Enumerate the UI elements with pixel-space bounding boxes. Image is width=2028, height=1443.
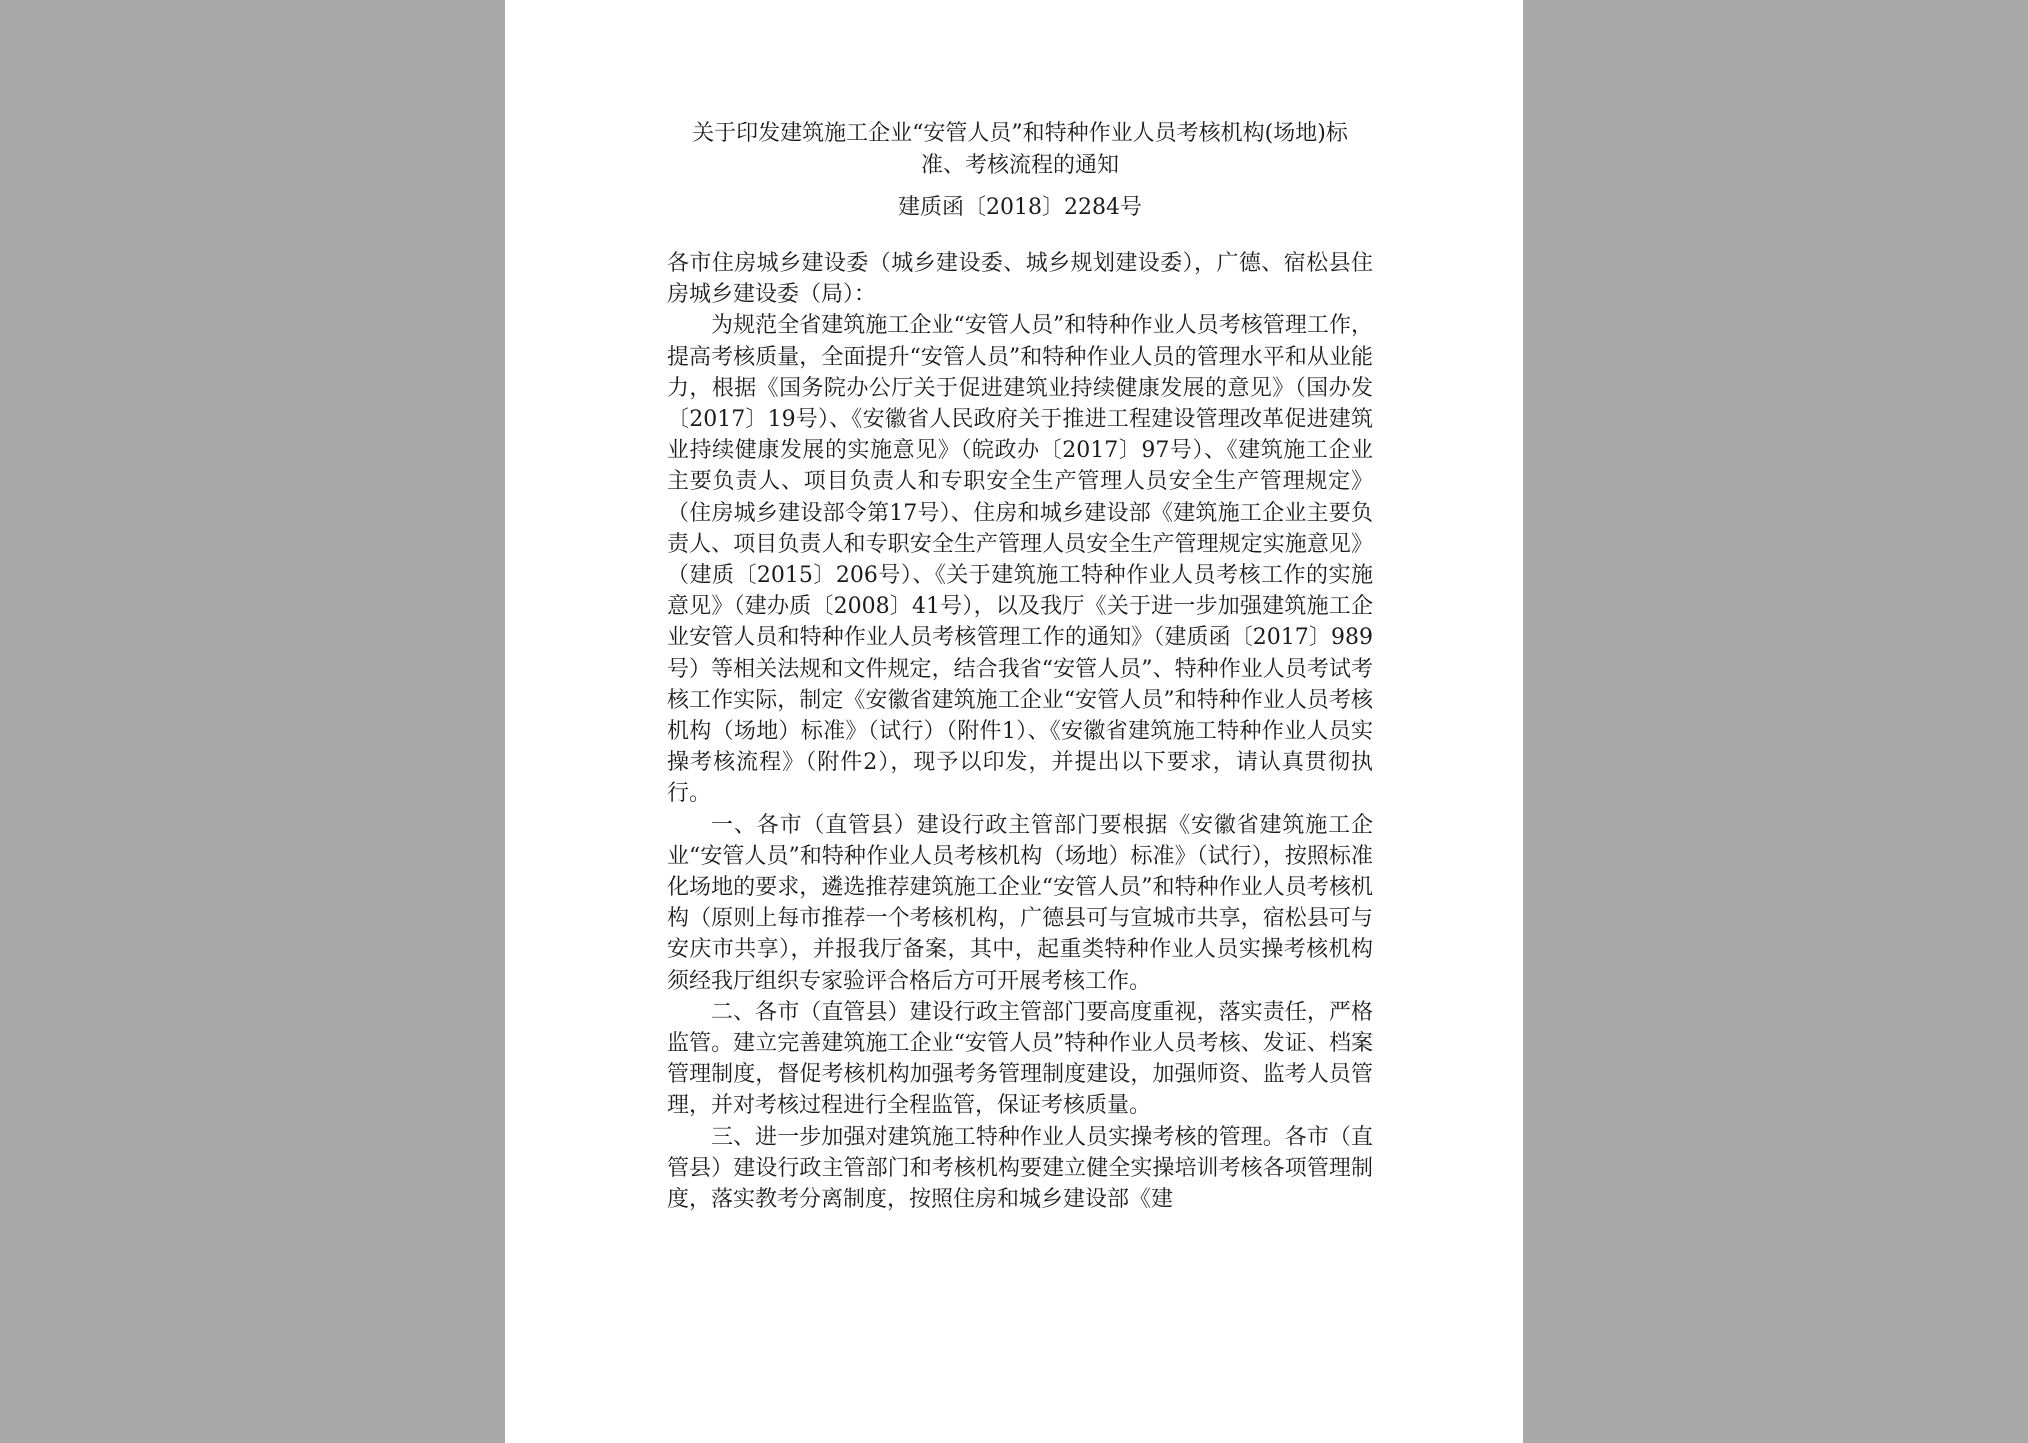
salutation: 各市住房城乡建设委（城乡建设委、城乡规划建设委），广德、宿松县住房城乡建设委（局）： [667, 251, 1373, 308]
paragraph-requirement-1: 一、各市（直管县）建设行政主管部门要根据《安徽省建筑施工企业“安管人员”和特种作业人员考核机构（场地）标准》（试行），按照标准化场地的要求，遴选推荐建筑施工企业“安管人员”和特种作业人员考核机构（原则上每市推荐一个考核机构，广德县可与宣城市共享，宿松县可与安庆市共享），并报我厅备案，其中，起重类特种作业人员实操考核机构须经我厅组织专家验评合格后方可开展考核工作。 [667, 812, 1373, 994]
document-title: 关于印发建筑施工企业“安管人员”和特种作业人员考核机构(场地)标准、考核流程的通知 [692, 121, 1348, 178]
document-page [505, 0, 1523, 1443]
document-number: 建质函〔2018〕2284号 [898, 195, 1142, 220]
paragraph-requirement-2: 二、各市（直管县）建设行政主管部门要高度重视，落实责任，严格监管。建立完善建筑施工企业“安管人员”特种作业人员考核、发证、档案管理制度，督促考核机构加强考务管理制度建设，加强师资、监考人员管理，并对考核过程进行全程监管，保证考核质量。 [667, 999, 1373, 1119]
paragraph-intro: 为规范全省建筑施工企业“安管人员”和特种作业人员考核管理工作，提高考核质量，全面提升“安管人员”和特种作业人员的管理水平和从业能力，根据《国务院办公厅关于促进建筑业持续健康发展的意见》（国办发〔2017〕19号）、《安徽省人民政府关于推进工程建设管理改革促进建筑业持续健康发展的实施意见》（皖政办〔2017〕97号）、《建筑施工企业主要负责人、项目负责人和专职安全生产管理人员安全生产管理规定》（住房城乡建设部令第17号）、住房和城乡建设部《建筑施工企业主要负责人、项目负责人和专职安全生产管理人员安全生产管理规定实施意见》（建质〔2015〕206号）、《关于建筑施工特种作业人员考核工作的实施意见》（建办质〔2008〕41号），以及我厅《关于进一步加强建筑施工企业安管人员和特种作业人员考核管理工作的通知》（建质函〔2017〕989号）等相关法规和文件规定，结合我省“安管人员”、特种作业人员考试考核工作实际，制定《安徽省建筑施工企业“安管人员”和特种作业人员考核机构（场地）标准》（试行）（附件1）、《安徽省建筑施工特种作业人员实操考核流程》（附件2），现予以印发，并提出以下要求，请认真贯彻执行。 [667, 313, 1373, 807]
paragraph-requirement-3: 三、进一步加强对建筑施工特种作业人员实操考核的管理。各市（直管县）建设行政主管部门和考核机构要建立健全实操培训考核各项管理制度，落实教考分离制度，按照住房和城乡建设部《建 [667, 1124, 1373, 1213]
